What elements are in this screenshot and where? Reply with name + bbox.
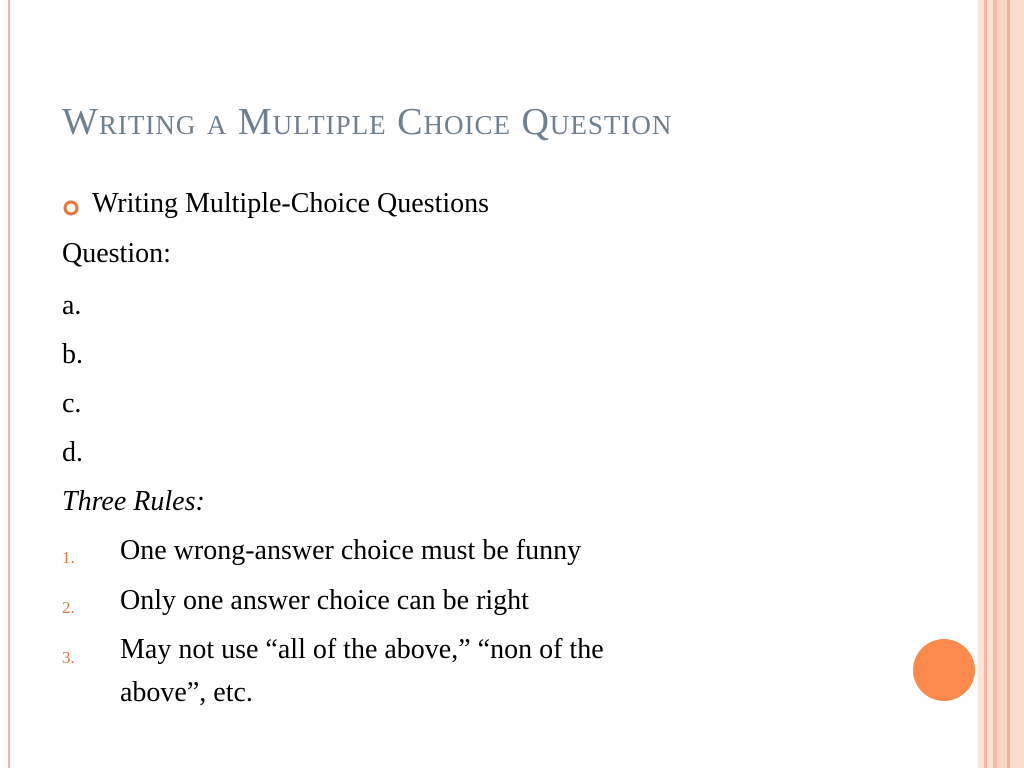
stripe [1010, 0, 1024, 768]
stripe [997, 0, 1007, 768]
choice-d-label: d. [62, 437, 83, 468]
slide-title: Writing a Multiple Choice Question [62, 101, 673, 143]
rules-heading: Three Rules: [62, 486, 205, 517]
orange-circle-icon [913, 639, 975, 701]
choice-c-label: c. [62, 388, 82, 419]
left-border-line [8, 0, 10, 768]
hollow-circle-bullet-icon [62, 199, 80, 217]
rule-number: 2. [62, 598, 75, 617]
rule-number: 1. [62, 548, 75, 567]
choice-b-label: b. [62, 339, 83, 370]
question-label: Question: [62, 238, 171, 269]
right-stripe-decoration [978, 0, 1024, 768]
rule-text: One wrong-answer choice must be funny [120, 535, 582, 566]
choice-a-label: a. [62, 290, 82, 321]
rule-text-continued: above”, etc. [120, 677, 253, 708]
rule-text: Only one answer choice can be right [120, 585, 529, 616]
rule-number: 3. [62, 648, 75, 667]
bullet-text: Writing Multiple-Choice Questions [92, 188, 490, 219]
rule-text: May not use “all of the above,” “non of the [120, 634, 604, 665]
